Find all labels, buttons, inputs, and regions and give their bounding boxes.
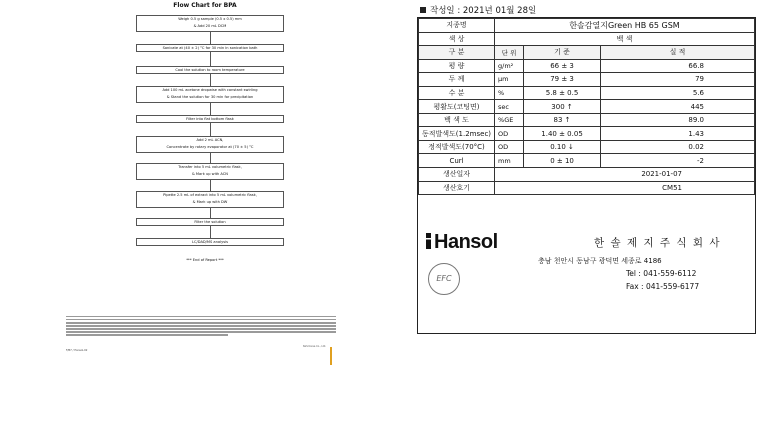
hansol-logo: Hansol	[426, 231, 498, 254]
flow-step-text: Concentrate by rotary evaporator at (70 ± 5) °C	[166, 145, 254, 149]
spec-result: 79	[601, 73, 755, 87]
spec-standard: 66 ± 3	[524, 59, 601, 73]
spec-unit: mm	[495, 154, 524, 168]
spec-row	[419, 127, 755, 141]
spec-unit: OD	[495, 140, 524, 154]
spec-standard: 5.8 ± 0.5	[524, 86, 601, 100]
flow-step	[136, 15, 284, 32]
spec-item: 백 색 도	[419, 113, 495, 127]
spec-row	[419, 140, 755, 154]
flow-connector	[210, 103, 211, 115]
spec-row	[419, 100, 755, 114]
spec-unit: g/m²	[495, 59, 524, 73]
footer-company: SGS Korea Co., Ltd.	[302, 345, 326, 348]
spec-standard: 0.10 ↓	[524, 140, 601, 154]
flow-step-text: Transfer into 5 mL volumetric flask,	[178, 165, 242, 169]
spec-unit: %GE	[495, 113, 524, 127]
flow-step-text: Add 100 mL acetone dropwise with constant swirling	[162, 88, 258, 92]
flow-connector	[210, 153, 211, 163]
spec-result: 445	[601, 100, 755, 114]
spec-unit: OD	[495, 127, 524, 141]
spec-result: 0.02	[601, 140, 755, 154]
machine-label: 생산호기	[419, 181, 495, 195]
spec-result: 89.0	[601, 113, 755, 127]
spec-item: 동적발색도(1.2msec)	[419, 127, 495, 141]
flow-connector	[210, 123, 211, 136]
company-address: 충남 천안시 동남구 광덕면 세종로 4186	[538, 257, 662, 265]
flow-step-text: LC/DAD/MS analysis	[192, 240, 228, 244]
spec-row	[419, 154, 755, 168]
flow-step	[136, 115, 284, 123]
header-result: 실 적	[601, 46, 755, 60]
spec-unit: μm	[495, 73, 524, 87]
flow-step-text: Sonicate at (40 ± 2) °C for 30 min in sonication bath	[162, 46, 258, 50]
disclaimer-text	[66, 316, 336, 338]
report-footer	[200, 345, 340, 349]
flow-step-text: Filter into flat bottom flask	[186, 117, 234, 121]
spec-result: -2	[601, 154, 755, 168]
spec-sheet	[417, 17, 756, 334]
spec-row	[419, 86, 755, 100]
flow-step	[136, 191, 284, 208]
flow-step	[136, 238, 284, 246]
production-date: 2021-01-07	[495, 168, 755, 182]
end-of-report: *** End of Report ***	[186, 258, 224, 262]
color-label: 색 상	[419, 32, 495, 46]
header-standard: 기 준	[524, 46, 601, 60]
flow-step	[136, 44, 284, 52]
document-date: 작성일 : 2021년 01월 28일	[420, 4, 536, 16]
efc-seal-icon: EFC	[428, 263, 460, 295]
flow-connector	[210, 52, 211, 66]
product-name: 한솔감열지Green HB 65 GSM	[495, 19, 755, 33]
company-fax: Fax : 041-559-6177	[626, 282, 700, 291]
header-unit: 단 위	[495, 46, 524, 60]
flow-step-text: Filter the solution	[194, 220, 226, 224]
spec-item: 평 량	[419, 59, 495, 73]
spec-result: 5.6	[601, 86, 755, 100]
spec-row	[419, 113, 755, 127]
flow-chart-document	[60, 0, 350, 370]
spec-item: 수 분	[419, 86, 495, 100]
flow-step-text: & Stand the solution for 30 min for precipitation	[166, 95, 254, 99]
flow-step	[136, 136, 284, 153]
production-date-label: 생산일자	[419, 168, 495, 182]
header-item: 구 분	[419, 46, 495, 60]
flow-step	[136, 218, 284, 226]
spec-item: 정적발색도(70°C)	[419, 140, 495, 154]
product-label: 지종명	[419, 19, 495, 33]
flow-step	[136, 86, 284, 103]
spec-standard: 0 ± 10	[524, 154, 601, 168]
spec-row	[419, 73, 755, 87]
spec-standard: 79 ± 3	[524, 73, 601, 87]
flow-step-text: & Mark up with DW	[192, 200, 228, 204]
flow-step-text: Add 2 mL ACN,	[196, 138, 224, 142]
spec-standard: 300 ↑	[524, 100, 601, 114]
flow-chart-title: Flow Chart for BPA	[173, 2, 237, 9]
flow-connector	[210, 208, 211, 218]
spec-row	[419, 59, 755, 73]
spec-unit: %	[495, 86, 524, 100]
machine-value: CM51	[495, 181, 755, 195]
company-tel: Tel : 041-559-6112	[626, 269, 697, 278]
flow-step	[136, 163, 284, 180]
flow-step-text: Pipette 2.5 mL of extract into 5 mL volumetric flask,	[163, 193, 257, 197]
color-value: 백 색	[495, 32, 755, 46]
flow-step	[136, 66, 284, 74]
flow-connector	[210, 74, 211, 86]
spec-standard: 83 ↑	[524, 113, 601, 127]
logo-mark-icon	[426, 233, 431, 249]
flow-step-text: Cool the solution to room temperature	[175, 68, 245, 72]
page-reference: F/B7 / Hansol-02	[66, 349, 88, 352]
spec-result: 66.8	[601, 59, 755, 73]
flow-step-text: & Add 20 mL DCM	[193, 24, 227, 28]
flow-step-text: Weigh 0.5 g sample (0.5 x 0.5) mm	[178, 17, 242, 21]
flow-connector	[210, 180, 211, 191]
spec-table	[418, 18, 755, 195]
spec-item: 두 께	[419, 73, 495, 87]
spec-result: 1.43	[601, 127, 755, 141]
spec-unit: sec	[495, 100, 524, 114]
flow-connector	[210, 226, 211, 238]
flow-step-text: & Mark up with ACN	[191, 172, 228, 176]
spec-item: Curl	[419, 154, 495, 168]
spec-item: 평활도(코팅면)	[419, 100, 495, 114]
company-name: 한 솔 제 지 주 식 회 사	[594, 237, 722, 249]
flow-connector	[210, 32, 211, 44]
spec-standard: 1.40 ± 0.05	[524, 127, 601, 141]
